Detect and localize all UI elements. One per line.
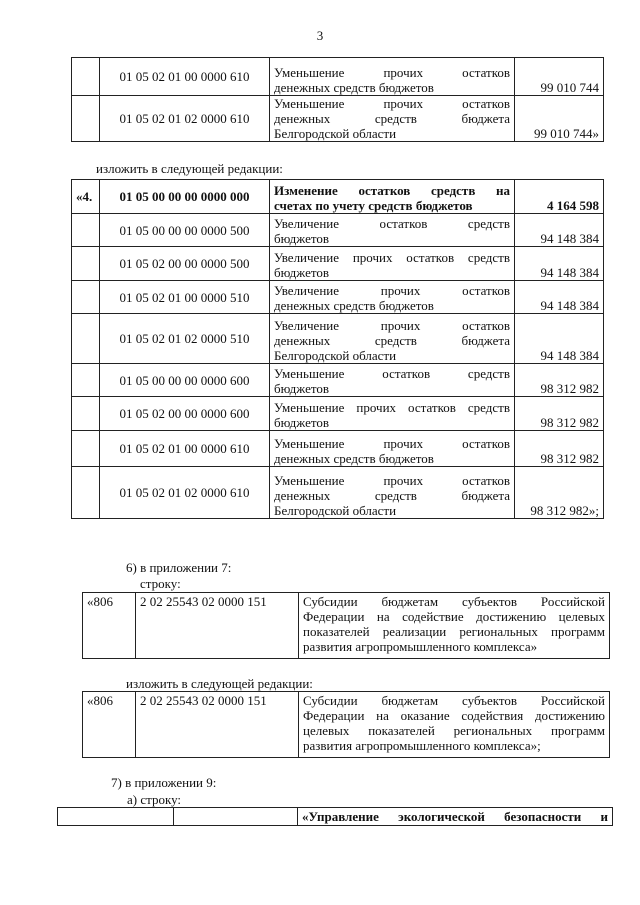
description-cell: Уменьшение прочих остатков денежных средств бюджетов [270,431,515,467]
amount-cell: 98 312 982»; [515,467,604,519]
table-appendix-9 [57,807,613,826]
amount-cell: 99 010 744 [515,58,604,96]
description-cell: Увеличение прочих остатков денежных средств бюджетов [270,281,515,314]
description-cell: Уменьшение прочих остатков денежных средств бюджета Белгородской области [270,467,515,519]
paragraph-appendix-9: 7) в приложении 9: [111,775,217,790]
table-subsidy-old [82,592,610,659]
row-number-cell: «4. [72,180,100,214]
table-row [83,593,610,659]
description-cell: Субсидии бюджетам субъектов Российской Федерации на содействие достижению целевых показателей реализации региональных программ развития агропромышленного комплекса» [299,593,610,659]
paragraph-edit-note: изложить в следующей редакции: [96,161,283,176]
amount-cell: 99 010 744» [515,96,604,142]
table-row [72,180,604,214]
description-cell: Увеличение остатков средств бюджетов [270,214,515,247]
admin-code-cell: «806 [83,593,136,659]
code-cell: 2 02 25543 02 0000 151 [136,692,299,758]
table-row [72,314,604,364]
paragraph-appendix-7: 6) в приложении 7: [126,560,232,575]
table-row [72,214,604,247]
amount-cell: 98 312 982 [515,364,604,397]
code-cell: 01 05 02 00 00 0000 500 [100,247,270,281]
amount-cell: 98 312 982 [515,397,604,431]
table-row [72,364,604,397]
page-number: 3 [316,28,324,43]
code-cell: 01 05 02 00 00 0000 600 [100,397,270,431]
description-cell: Субсидии бюджетам субъектов Российской Федерации на оказание содействия достижению целевых показателей региональных программ развития агропромышленного комплекса»; [299,692,610,758]
code-cell: 01 05 02 01 00 0000 610 [100,431,270,467]
code-cell: 01 05 00 00 00 0000 600 [100,364,270,397]
description-cell: «Управление экологической безопасности и [298,808,613,826]
amount-cell: 98 312 982 [515,431,604,467]
table-row [58,808,613,826]
table-sources-new [71,179,604,519]
description-cell: Уменьшение остатков средств бюджетов [270,364,515,397]
row-number-cell [72,214,100,247]
amount-cell: 94 148 384 [515,247,604,281]
table-row [72,467,604,519]
table-row [83,692,610,758]
description-cell: Уменьшение прочих остатков средств бюджетов [270,397,515,431]
row-number-cell [72,397,100,431]
row-number-cell [72,247,100,281]
amount-cell: 94 148 384 [515,281,604,314]
empty-cell [58,808,174,826]
amount-cell: 94 148 384 [515,214,604,247]
description-cell: Уменьшение прочих остатков денежных средств бюджета Белгородской области [270,96,515,142]
table-row [72,96,604,142]
paragraph-edit-note: изложить в следующей редакции: [126,676,313,691]
code-cell: 01 05 00 00 00 0000 000 [100,180,270,214]
row-number-cell [72,96,100,142]
table-row [72,247,604,281]
code-cell: 01 05 02 01 00 0000 610 [100,58,270,96]
description-cell: Увеличение прочих остатков денежных средств бюджета Белгородской области [270,314,515,364]
code-cell: 01 05 02 01 00 0000 510 [100,281,270,314]
paragraph-row-label: строку: [140,576,181,591]
code-cell: 01 05 02 01 02 0000 510 [100,314,270,364]
amount-cell: 4 164 598 [515,180,604,214]
row-number-cell [72,431,100,467]
empty-cell [174,808,298,826]
row-number-cell [72,364,100,397]
row-number-cell [72,467,100,519]
row-number-cell [72,314,100,364]
admin-code-cell: «806 [83,692,136,758]
table-subsidy-new [82,691,610,758]
table-row [72,397,604,431]
description-cell: Изменение остатков средств на счетах по учету средств бюджетов [270,180,515,214]
table-row [72,58,604,96]
row-number-cell [72,58,100,96]
code-cell: 01 05 02 01 02 0000 610 [100,96,270,142]
amount-cell: 94 148 384 [515,314,604,364]
table-row [72,431,604,467]
row-number-cell [72,281,100,314]
code-cell: 01 05 00 00 00 0000 500 [100,214,270,247]
code-cell: 2 02 25543 02 0000 151 [136,593,299,659]
description-cell: Увеличение прочих остатков средств бюджетов [270,247,515,281]
code-cell: 01 05 02 01 02 0000 610 [100,467,270,519]
table-row [72,281,604,314]
table-sources-previous [71,57,604,142]
paragraph-row-label: а) строку: [127,792,182,807]
description-cell: Уменьшение прочих остатков денежных средств бюджетов [270,58,515,96]
